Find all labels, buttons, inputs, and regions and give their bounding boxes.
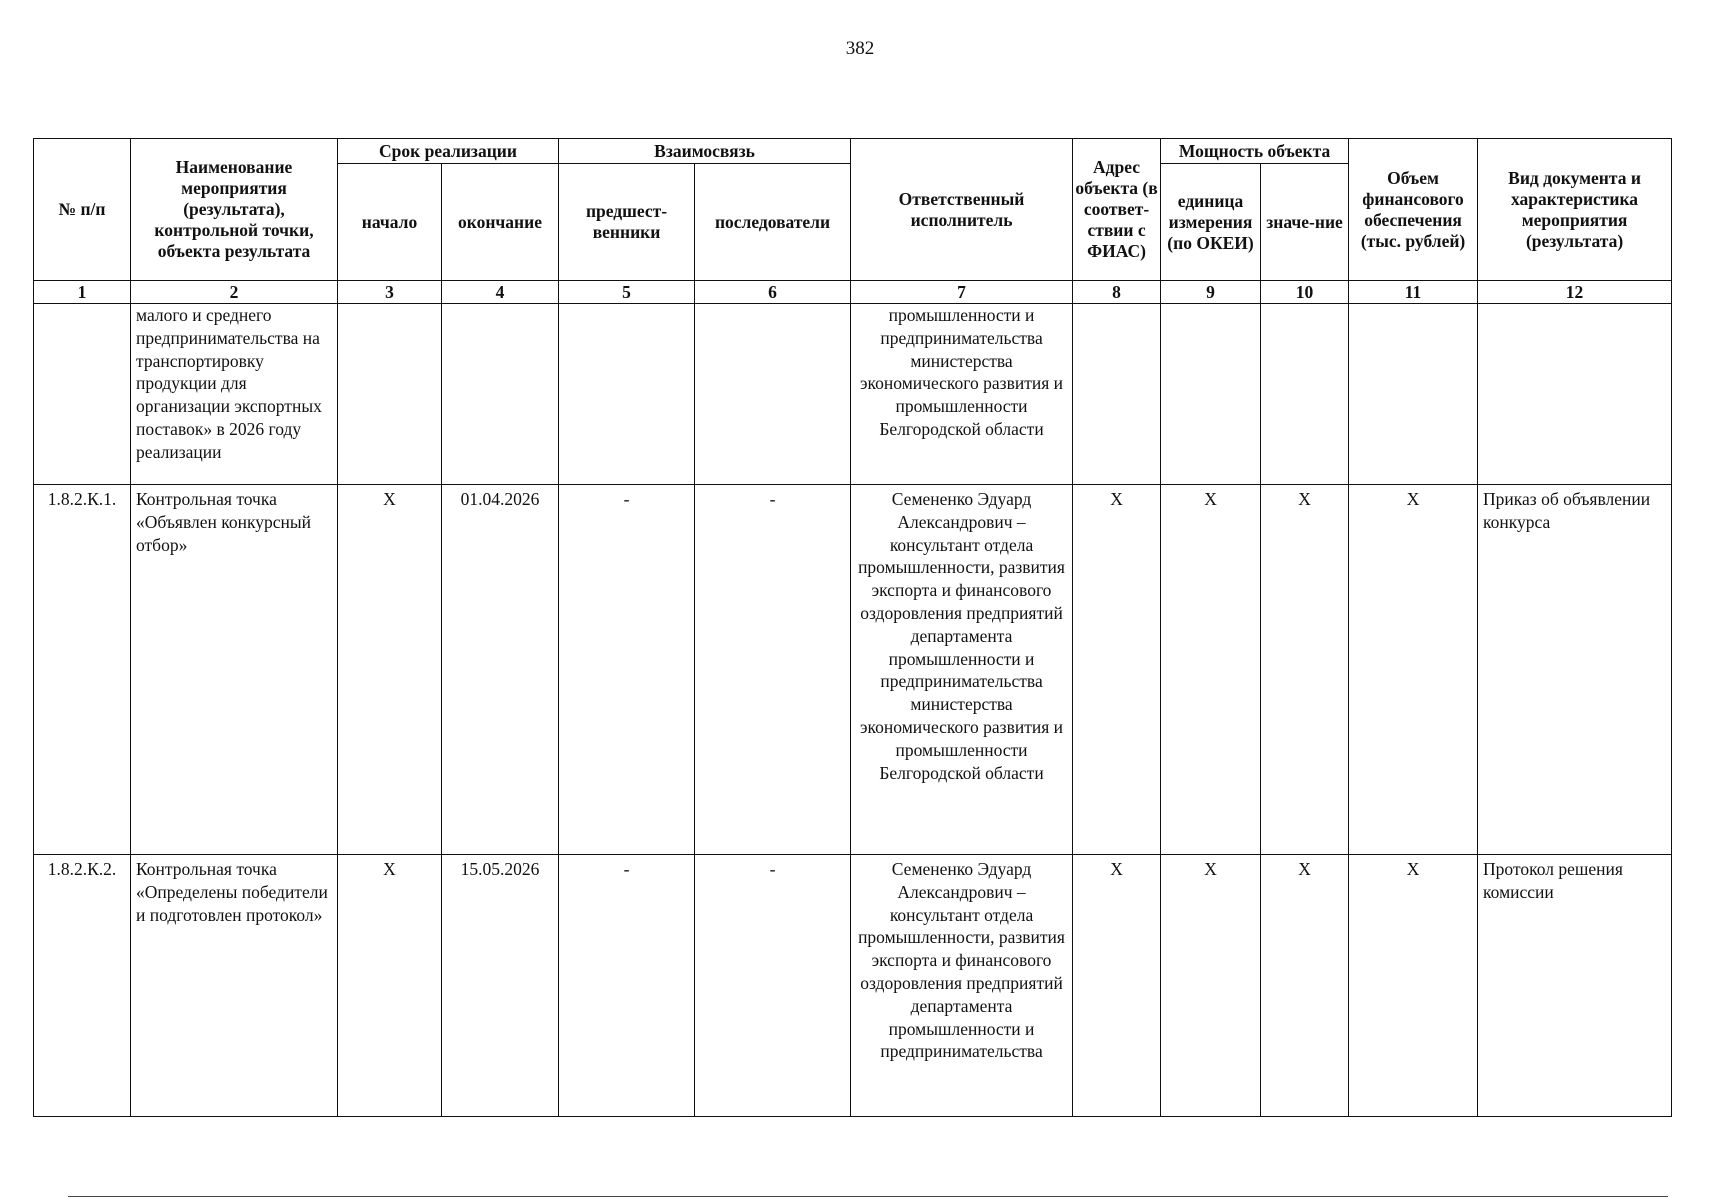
header-name: Наименование мероприятия (результата), контрольной точки, объекта результата [131,139,338,281]
cell-end: 15.05.2026 [442,855,559,1117]
cell-doc: Протокол решения комиссии [1478,855,1672,1117]
header-doc: Вид документа и характеристика мероприятия (результата) [1478,139,1672,281]
cell-value: X [1261,485,1349,855]
column-number: 7 [851,281,1073,304]
column-number: 1 [34,281,131,304]
cell-finance: X [1349,485,1478,855]
header-term-start: начало [338,164,442,281]
cell-pred: - [559,485,695,855]
cell-value: X [1261,855,1349,1117]
column-number: 12 [1478,281,1672,304]
cell-address: X [1073,855,1161,1117]
column-number: 2 [131,281,338,304]
column-number-row [34,281,1672,304]
cell-unit: X [1161,485,1261,855]
cell-start [338,304,442,485]
cell-doc: Приказ об объявлении конкурса [1478,485,1672,855]
header-link-pred: предшест-венники [559,164,695,281]
cell-end [442,304,559,485]
cell-pred: - [559,855,695,1117]
table-row [34,485,1672,855]
cell-succ: - [695,485,851,855]
header-row-top [34,139,1672,164]
header-cap-unit: единица измерения (по ОКЕИ) [1161,164,1261,281]
column-number: 9 [1161,281,1261,304]
cell-pred [559,304,695,485]
header-address: Адрес объекта (в соответ-ствии с ФИАС) [1073,139,1161,281]
cell-doc [1478,304,1672,485]
column-number: 11 [1349,281,1478,304]
cell-name: Контрольная точка «Объявлен конкурсный отбор» [131,485,338,855]
table-row [34,855,1672,1117]
header-cap-value: значе-ние [1261,164,1349,281]
header-term-end: окончание [442,164,559,281]
header-term-group: Срок реализации [338,139,559,164]
cell-name: Контрольная точка «Определены победители и подготовлен протокол» [131,855,338,1117]
column-number: 8 [1073,281,1161,304]
cell-address: X [1073,485,1161,855]
table-row [34,304,1672,485]
cell-end: 01.04.2026 [442,485,559,855]
cell-no: 1.8.2.К.1. [34,485,131,855]
column-number: 10 [1261,281,1349,304]
cell-unit: X [1161,855,1261,1117]
header-link-group: Взаимосвязь [559,139,851,164]
cell-finance: X [1349,855,1478,1117]
cell-responsible: Семененко Эдуард Александрович – консультант отдела промышленности, развития экспорта и финансового оздоровления предприятий департамента промышленности и предпринимательства [851,855,1073,1117]
header-capacity-group: Мощность объекта [1161,139,1349,164]
cell-start: X [338,855,442,1117]
column-number: 5 [559,281,695,304]
page-number: 382 [845,38,875,59]
header-responsible: Ответственный исполнитель [851,139,1073,281]
cell-address [1073,304,1161,485]
cell-value [1261,304,1349,485]
cell-name: малого и среднего предпринимательства на транспортировку продукции для организации экспортных поставок» в 2026 году реализации [131,304,338,485]
cell-succ [695,304,851,485]
cell-unit [1161,304,1261,485]
cell-finance [1349,304,1478,485]
cell-no [34,304,131,485]
header-finance: Объем финансового обеспечения (тыс. рублей) [1349,139,1478,281]
header-no: № п/п [34,139,131,281]
header-link-succ: последователи [695,164,851,281]
cell-responsible: Семененко Эдуард Александрович – консультант отдела промышленности, развития экспорта и финансового оздоровления предприятий департамента промышленности и предпринимательства министерства экономического развития и промышленности Белгородской области [851,485,1073,855]
plan-table [33,138,1672,1117]
cell-succ: - [695,855,851,1117]
column-number: 3 [338,281,442,304]
column-number: 6 [695,281,851,304]
column-number: 4 [442,281,559,304]
cell-responsible: промышленности и предпринимательства министерства экономического развития и промышленности Белгородской области [851,304,1073,485]
footer-rule [68,1196,1668,1197]
cell-no: 1.8.2.К.2. [34,855,131,1117]
cell-start: X [338,485,442,855]
